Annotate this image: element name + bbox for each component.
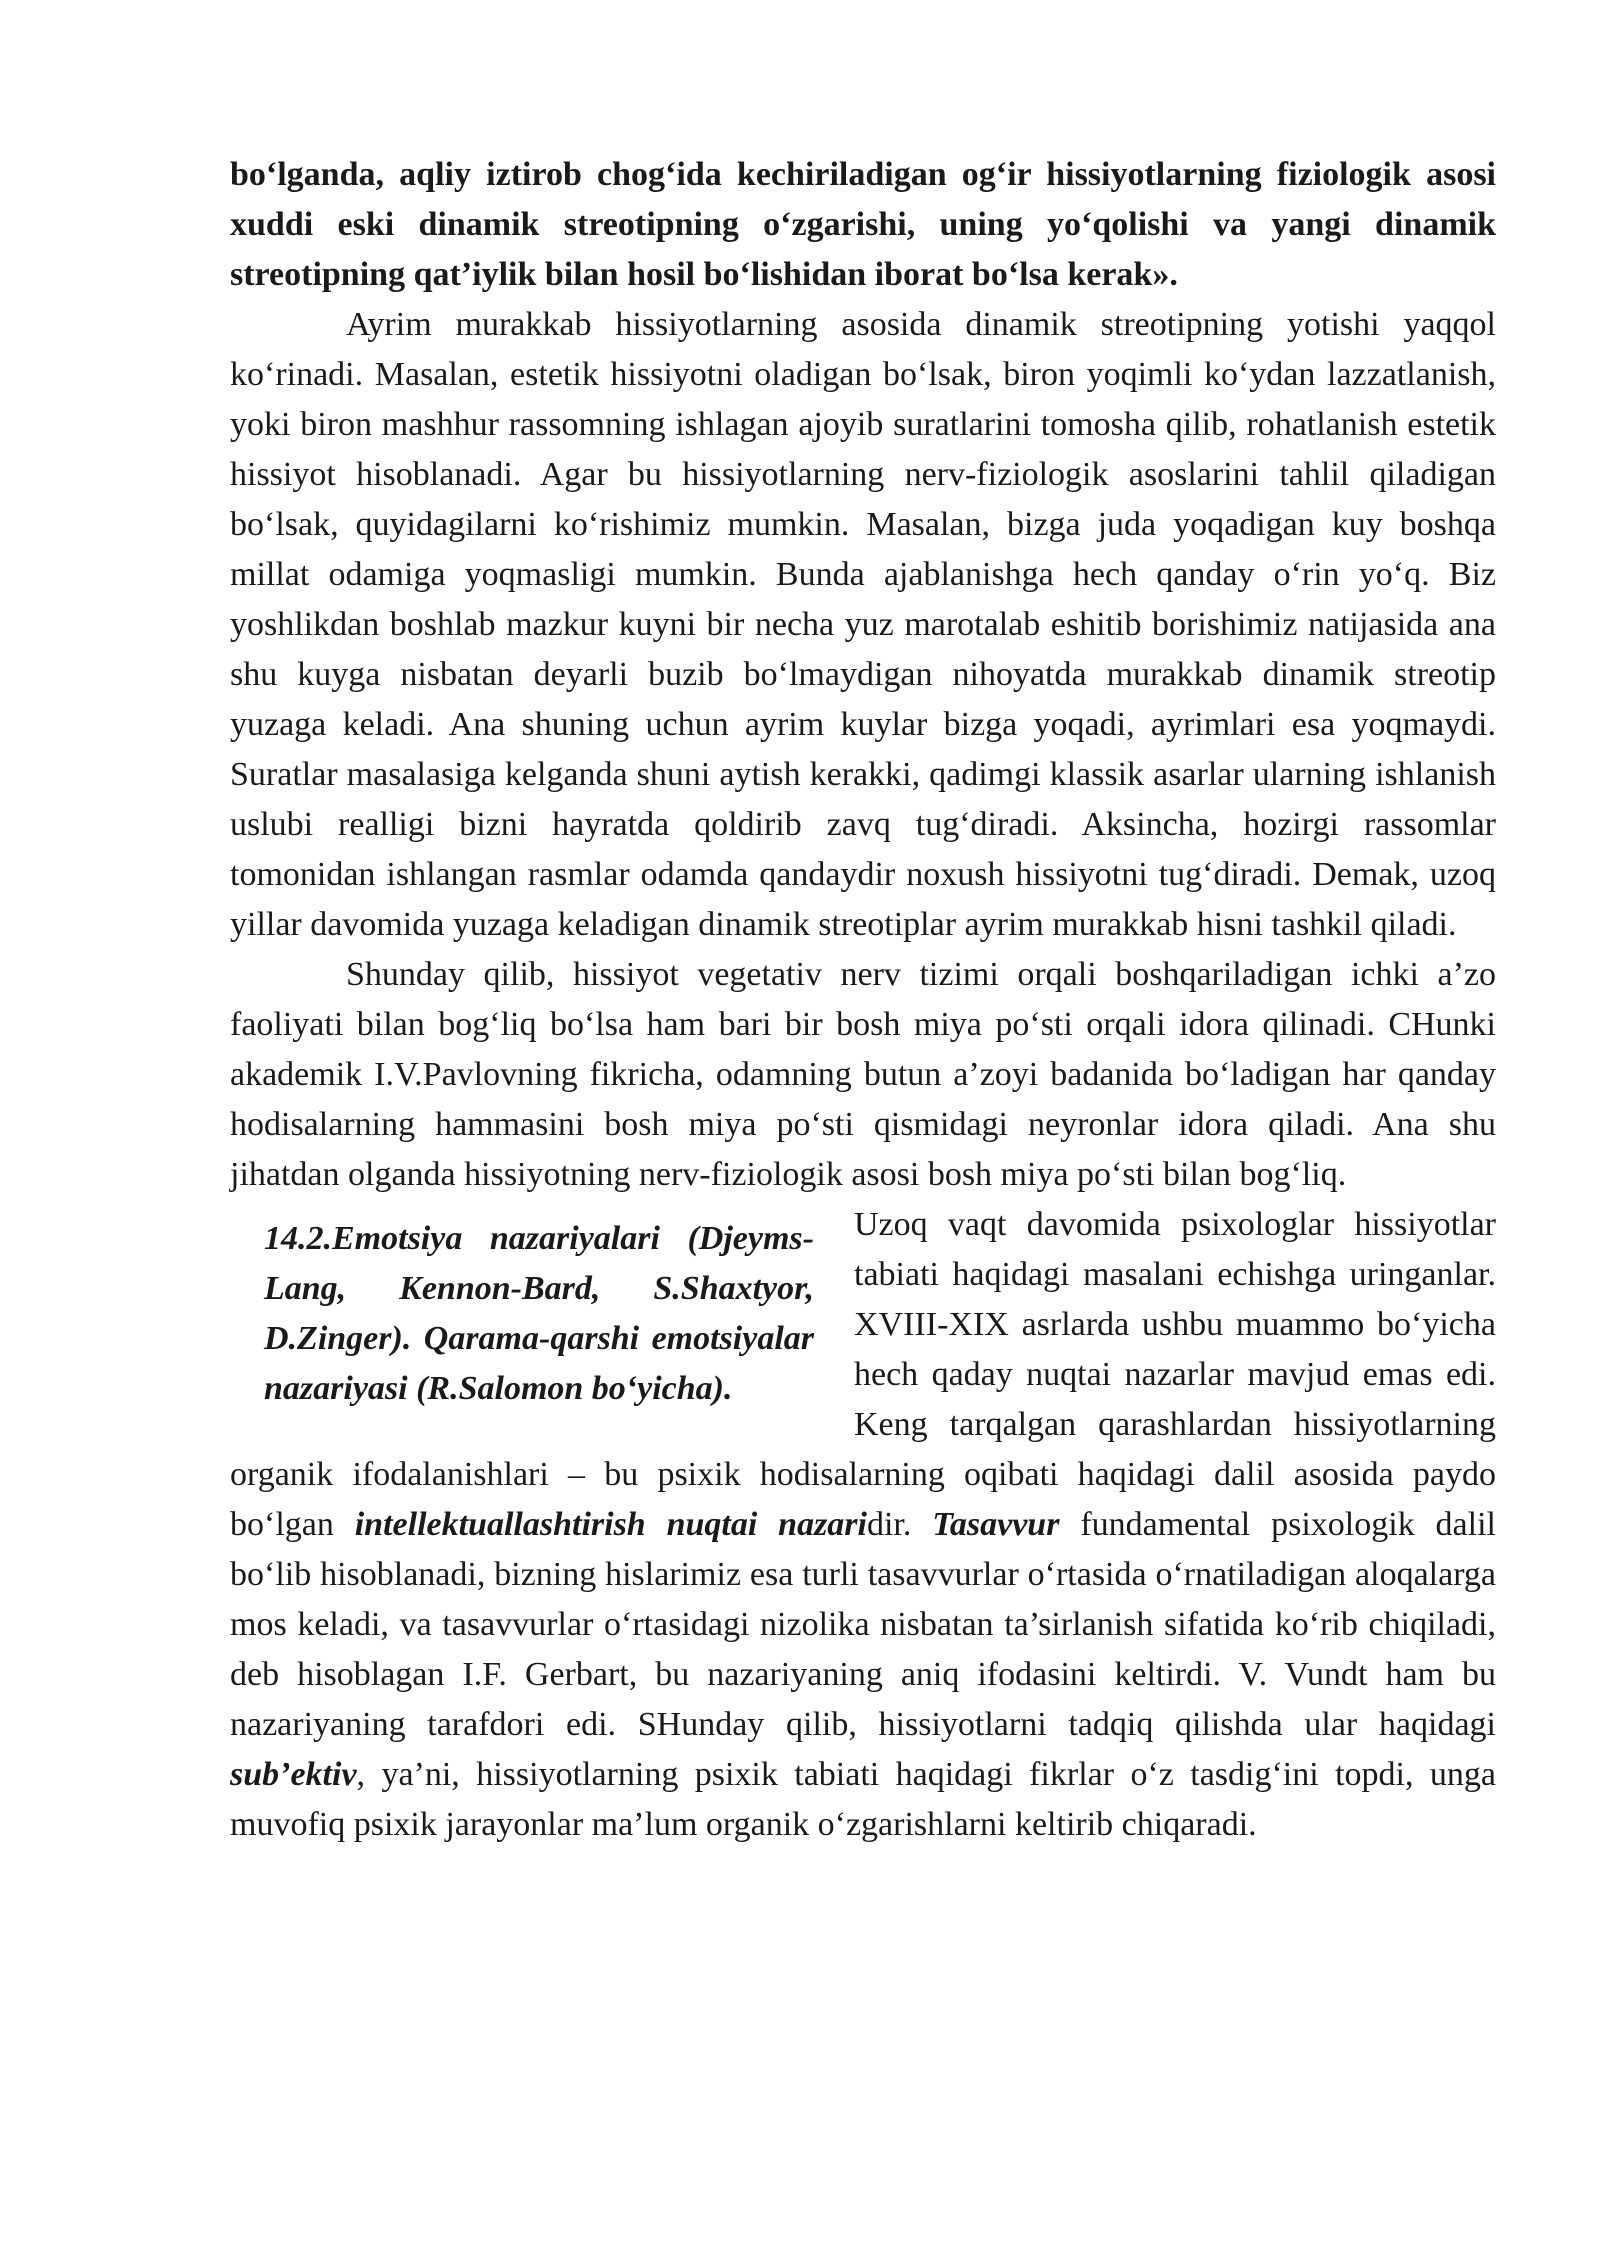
text-run: Uzoq vaqt davomida psixologlar hissiyotlar tabiati haqidagi masalani echishga uringanlar. XVIII-XIX asrlarda ushbu muammo bo‘yicha hech qaday nuqtai nazarlar mavjud emas edi. Keng tarqalgan qarashlardan hissiyotlarning organik ifodalanishlari – bu psixik hodisalarning oqibati haqidagi dalil asosida paydo bo‘lgan	[230, 1206, 1496, 1543]
text-run: fundamental psixologik dalil bo‘lib hisoblanadi, bizning hislarimiz esa turli tasavvurlar o‘rtasida o‘rnatiladigan aloqalarga mos keladi, va tasavvurlar o‘rtasidagi nizolika nisbatan ta’sirlanish sifatida ko‘rib chiqiladi, deb hisoblagan I.F. Gerbart, bu nazariyaning aniq ifodasini keltirdi. V. Vundt ham bu nazariyaning tarafdori edi. SHunday qilib, hissiyotlarni tadqiq qilishda ular haqidagi	[230, 1506, 1496, 1743]
emphasis-term: Tasavvur	[932, 1506, 1060, 1543]
text-run: , ya’ni, hissiyotlarning psixik tabiati haqidagi fikrlar o‘z tasdig‘ini topdi, unga muvofiq psixik jarayonlar ma’lum organik o‘zgarishlarni keltirib chiqaradi.	[230, 1756, 1496, 1843]
section-heading: 14.2.Emotsiya nazariyalari (Djeyms-Lang, Kennon-Bard, S.Shaxtyor, D.Zinger). Qarama-qarshi emotsiyalar nazariyasi (R.Salomon bo‘yicha).	[264, 1220, 814, 1407]
paragraph-aesthetic-feelings: Ayrim murakkab hissiyotlarning asosida dinamik streotipning yotishi yaqqol ko‘rinadi. Masalan, estetik hissiyotni oladigan bo‘lsak, biron yoqimli ko‘ydan lazzatlanish, yoki biron mashhur rassomning ishlagan ajoyib suratlarini tomosha qilib, rohatlanish estetik hissiyot hisoblanadi. Agar bu hissiyotlarning nerv-fiziologik asoslarini tahlil qiladigan bo‘lsak, quyidagilarni ko‘rishimiz mumkin. Masalan, bizga juda yoqadigan kuy boshqa millat odamiga yoqmasligi mumkin. Bunda ajablanishga hech qanday o‘rin yo‘q. Biz yoshlikdan boshlab mazkur kuyni bir necha yuz marotalab eshitib borishimiz natijasida ana shu kuyga nisbatan deyarli buzib bo‘lmaydigan nihoyatda murakkab dinamik streotip yuzaga keladi. Ana shuning uchun ayrim kuylar bizga yoqadi, ayrimlari esa yoqmaydi. Suratlar masalasiga kelganda shuni aytish kerakki, qadimgi klassik asarlar ularning ishlanish uslubi realligi bizni hayratda qoldirib zavq tug‘diradi. Aksincha, hozirgi rassomlar tomonidan ishlangan rasmlar odamda qandaydir noxush hissiyotni tug‘diradi. Demak, uzoq yillar davomida yuzaga keladigan dinamik streotiplar ayrim murakkab hisni tashkil qiladi.	[230, 306, 1496, 943]
emphasis-term: sub’ektiv	[230, 1756, 357, 1793]
emphasis-term: intellektuallashtirish nuqtai nazari	[354, 1506, 867, 1543]
text-run: dir.	[866, 1506, 933, 1543]
paragraph-cortex-control: Shunday qilib, hissiyot vegetativ nerv tizimi orqali boshqariladigan ichki a’zo faoliyati bilan bog‘liq bo‘lsa ham bari bir bosh miya po‘sti orqali idora qilinadi. CHunki akademik I.V.Pavlovning fikricha, odamning butun a’zoyi badanida bo‘ladigan har qanday hodisalarning hammasini bosh miya po‘sti qismidagi neyronlar idora qiladi. Ana shu jihatdan olganda hissiyotning nerv-fiziologik asosi bosh miya po‘sti bilan bog‘liq.	[230, 956, 1496, 1193]
paragraph-quote-end: bo‘lganda, aqliy iztirob chog‘ida kechiriladigan og‘ir hissiyotlarning fiziologik asosi xuddi eski dinamik streotipning o‘zgarishi, uning yo‘qolishi va yangi dinamik streotipning qat’iylik bilan hosil bo‘lishidan iborat bo‘lsa kerak».	[230, 156, 1496, 293]
document-page	[230, 150, 1496, 1850]
